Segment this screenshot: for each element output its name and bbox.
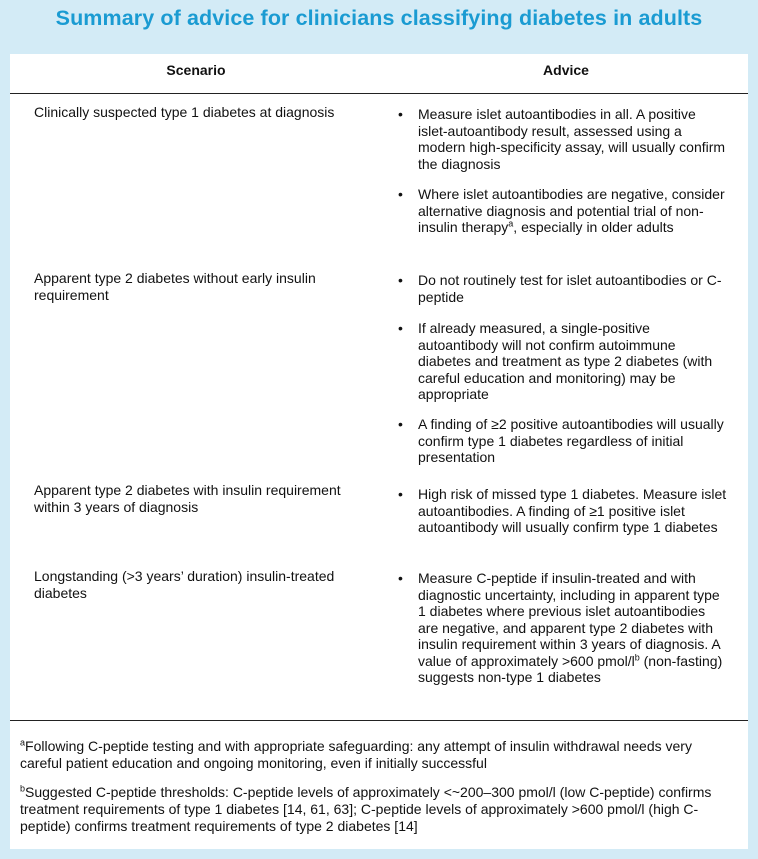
row-2-advice-2: If already measured, a single-positive autoantibody will not confirm autoimmune diabetes and treatment as type 2 diabetes (with careful education and monitoring) may be appropriate: [418, 320, 713, 402]
header-divider: [10, 93, 748, 94]
bullet-icon: •: [398, 186, 403, 202]
header-advice: Advice: [543, 62, 589, 78]
row-1-advice-1: Measure islet autoantibodies in all. A positive islet-autoantibody result, assessed using a modern high-specificity assay, will usually confirm the diagnosis: [418, 106, 726, 172]
bullet-icon: •: [398, 272, 403, 288]
bullet-icon: •: [398, 486, 403, 502]
header-scenario: Scenario: [166, 62, 226, 78]
row-2-advice-1: Do not routinely test for islet autoantibodies or C-peptide: [418, 272, 722, 305]
footnote-divider: [10, 720, 748, 721]
bullet-icon: •: [398, 416, 403, 432]
row-1-advice-2: Where islet autoantibodies are negative, consider alternative diagnosis and potential trial of non-insulin therapy$^a$, especially in older adults: [418, 186, 725, 235]
row-3-advice-1: High risk of missed type 1 diabetes. Measure islet autoantibodies. A finding of ≥1 positive islet autoantibody will usually confirm type 1 diabetes: [418, 486, 727, 535]
bullet-icon: •: [398, 570, 403, 586]
page-title: Summary of advice for clinicians classifying diabetes in adults: [55, 6, 703, 30]
row-3-scenario: Apparent type 2 diabetes with insulin requirement within 3 years of diagnosis: [34, 482, 341, 515]
row-4-scenario: Longstanding (>3 years’ duration) insulin-treated diabetes: [34, 568, 335, 601]
bullet-icon: •: [398, 106, 403, 122]
row-2-scenario: Apparent type 2 diabetes without early insulin requirement: [34, 270, 316, 303]
footnote-b: $^b$Suggested C-peptide thresholds: C-peptide levels of approximately <~200–300 pmol/l (low C-peptide) confirms treatment requirements of type 1 diabetes [14, 61, 63]; C-peptide levels of approximately >600 pmol/l (high C-peptide) confirms treatment requirements of type 2 diabetes [14]: [20, 783, 712, 834]
row-1-scenario: Clinically suspected type 1 diabetes at diagnosis: [34, 104, 335, 120]
row-2-advice-3: A finding of ≥2 positive autoantibodies will usually confirm type 1 diabetes regardless of initial presentation: [418, 416, 724, 465]
footnote-a: $^a$Following C-peptide testing and with appropriate safeguarding: any attempt of insulin withdrawal needs very careful patient education and ongoing monitoring, even if initially successful: [20, 737, 692, 771]
row-4-advice-1: Measure C-peptide if insulin-treated and with diagnostic uncertainty, including in apparent type 1 diabetes where previous islet autoantibodies are negative, and apparent type 2 diabetes with insulin requirement within 3 years of diagnosis. A value of approximately >600 pmol/$l^b$ (non-fasting) suggests non-type 1 diabetes: [418, 570, 723, 685]
bullet-icon: •: [398, 320, 403, 336]
